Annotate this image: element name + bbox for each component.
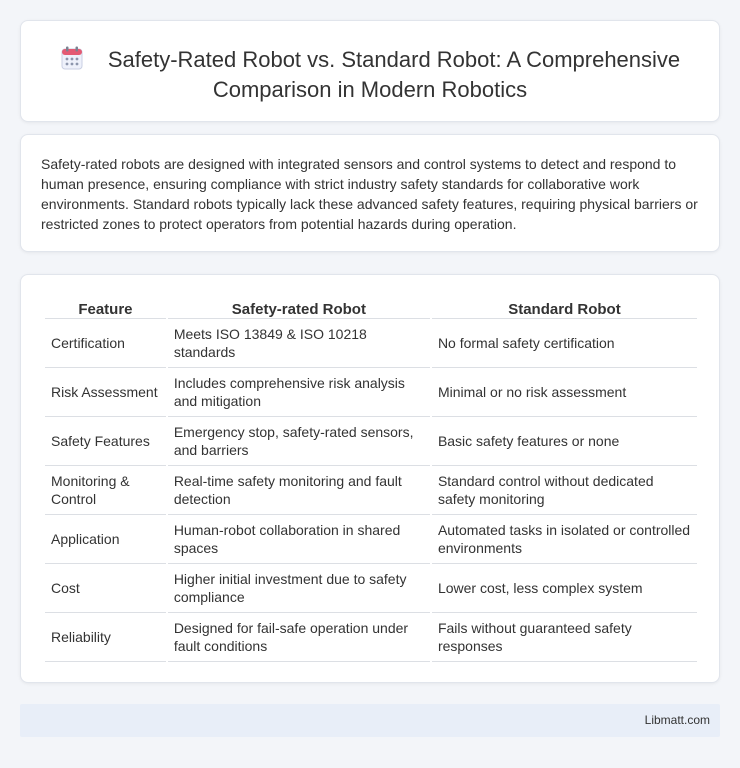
standard-cell: Lower cost, less complex system <box>432 564 697 613</box>
feature-cell: Risk Assessment <box>45 368 166 417</box>
title-card <box>20 20 720 122</box>
table-row <box>45 564 697 613</box>
page-title-text: Safety-Rated Robot vs. Standard Robot: A Comprehensive Comparison in Modern Robotics <box>107 47 681 102</box>
safety-rated-cell: Emergency stop, safety-rated sensors, and barriers <box>168 417 430 466</box>
header-standard: Standard Robot <box>432 297 697 319</box>
feature-cell: Cost <box>45 564 166 613</box>
intro-card <box>20 134 720 252</box>
standard-cell: Automated tasks in isolated or controlled environments <box>432 515 697 564</box>
feature-cell: Application <box>45 515 166 564</box>
safety-rated-cell: Human-robot collaboration in shared spaces <box>168 515 430 564</box>
footer <box>20 704 720 737</box>
comparison-table <box>43 297 699 662</box>
safety-rated-cell: Real-time safety monitoring and fault detection <box>168 466 430 515</box>
comparison-card <box>20 274 720 683</box>
table-row <box>45 515 697 564</box>
standard-cell: Fails without guaranteed safety responses <box>432 613 697 662</box>
table-row <box>45 417 697 466</box>
calendar-icon <box>60 45 84 71</box>
standard-cell: Minimal or no risk assessment <box>432 368 697 417</box>
feature-cell: Reliability <box>45 613 166 662</box>
header-feature: Feature <box>45 297 166 319</box>
safety-rated-cell: Includes comprehensive risk analysis and mitigation <box>168 368 430 417</box>
standard-cell: No formal safety certification <box>432 319 697 368</box>
header-safety-rated: Safety-rated Robot <box>168 297 430 319</box>
safety-rated-cell: Designed for fail-safe operation under fault conditions <box>168 613 430 662</box>
table-row <box>45 466 697 515</box>
table-row <box>45 368 697 417</box>
feature-cell: Monitoring & Control <box>45 466 166 515</box>
safety-rated-cell: Meets ISO 13849 & ISO 10218 standards <box>168 319 430 368</box>
intro-paragraph: Safety-rated robots are designed with integrated sensors and control systems to detect and respond to human presence, ensuring compliance with strict industry safety standards for collaborative work environments. Standard robots typically lack these advanced safety features, requiring physical barriers or restricted zones to protect operators from potential hazards during operation. <box>41 156 698 232</box>
feature-cell: Certification <box>45 319 166 368</box>
table-row <box>45 613 697 662</box>
standard-cell: Standard control without dedicated safety monitoring <box>432 466 697 515</box>
table-row <box>45 319 697 368</box>
page-title <box>51 45 689 105</box>
standard-cell: Basic safety features or none <box>432 417 697 466</box>
table-header-row <box>45 297 697 319</box>
feature-cell: Safety Features <box>45 417 166 466</box>
safety-rated-cell: Higher initial investment due to safety compliance <box>168 564 430 613</box>
footer-brand-link[interactable]: Libmatt.com <box>644 713 710 727</box>
